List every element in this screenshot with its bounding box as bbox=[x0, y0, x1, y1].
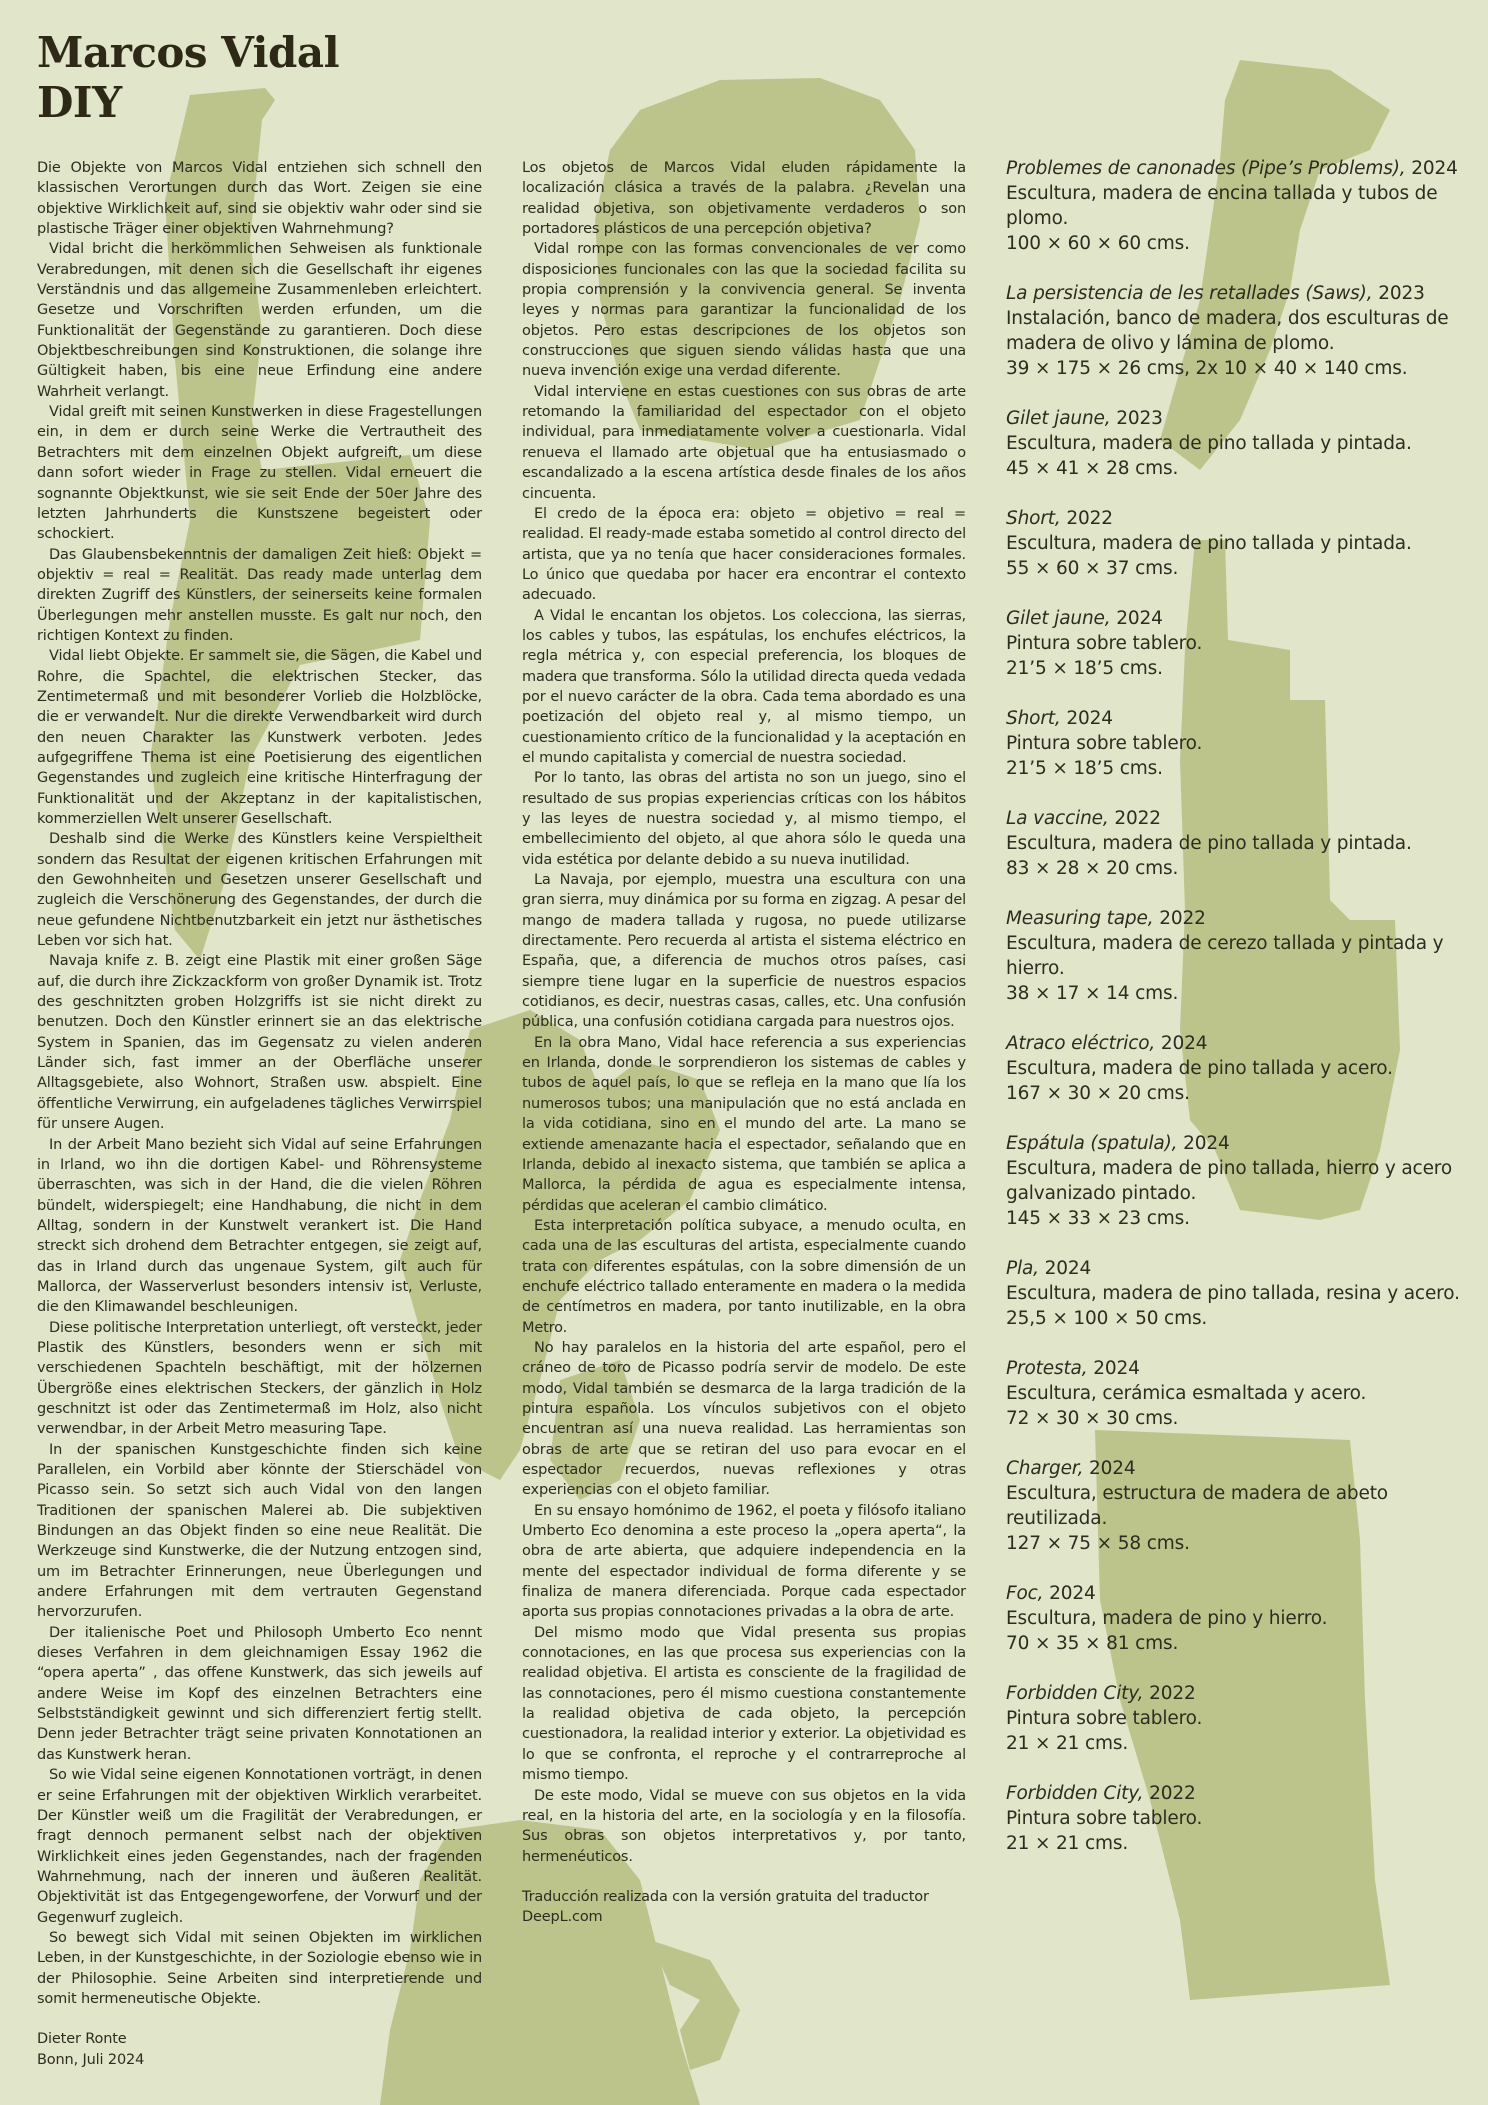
work-title: Gilet jaune, bbox=[1006, 408, 1111, 429]
work-dimensions: 21’5 × 18’5 cms. bbox=[1006, 658, 1163, 679]
work-materials: Escultura, madera de pino tallada, resina y acero. bbox=[1006, 1283, 1460, 1304]
work-heading bbox=[1006, 606, 1466, 631]
translation-note: Traducción realizada con la versión gratuita del traductor DeepL.com bbox=[522, 1888, 929, 1926]
work-entry bbox=[1006, 1131, 1466, 1231]
work-materials: Escultura, madera de cerezo tallada y pintada y hierro. bbox=[1006, 933, 1444, 979]
work-dimensions: 38 × 17 × 14 cms. bbox=[1006, 983, 1179, 1004]
spanish-paragraph: La Navaja, por ejemplo, muestra una escultura con una gran sierra, muy dinámica por su forma en zigzag. A pesar del mango de madera tallada y rugosa, no puede utilizarse directamente. Pero recuerda al artista el sistema eléctrico en España, que, a diferencia de muchos otros países, casi siempre tiene lugar en la superficie de nuestros espacios cotidianos, es decir, nuestras casas, calles, etc. Una confusión pública, una confusión cotidiana cargada para nuestros ojos. bbox=[522, 872, 967, 1031]
german-paragraph: Das Glaubensbekenntnis der damaligen Zeit hieß: Objekt = objektiv = real = Realität. Das ready made unterlag dem direkten Zugriff des Künstlers, der seinerseits keine formalen Überlegungen mehr anstellen musste. Es galt nur noch, den richtigen Kontext zu finden. bbox=[37, 546, 482, 644]
work-year: 2023 bbox=[1378, 283, 1425, 304]
spanish-paragraph: En su ensayo homónimo de 1962, el poeta y filósofo italiano Umberto Eco denomina a este proceso la „opera aperta“, la obra de arte abierta, que adquiere independencia en la mente del espectador individual de forma diferente y se finaliza de manera diferenciada. Porque cada espectador aporta sus propias connotaciones privadas a la obra de arte. bbox=[522, 1502, 966, 1621]
spanish-paragraph: Vidal rompe con las formas convencionales de ver como disposiciones funcionales con las que la sociedad facilita su propia comprensión y la convivencia general. Se inventa leyes y normas para garantizar la funcionalidad de los objetos. Pero estas descripciones de los objetos son construcciones que siguen siendo válidas hasta que una nueva invención exige una verdad diferente. bbox=[522, 241, 966, 380]
work-year: 2024 bbox=[1089, 1458, 1136, 1479]
work-title: Measuring tape, bbox=[1006, 908, 1154, 929]
german-paragraph: Diese politische Interpretation unterliegt, oft versteckt, jeder Plastik des Künstlers, besonders wenn er sich mit verschiedenen Spachteln beschäftigt, mit der hölzernen Übergröße eines elektrischen Steckers, der gänzlich in Holz geschnitzt ist oder das Zentimetermaß im Holz, also nicht verwendbar, in der Arbeit Metro measuring Tape. bbox=[37, 1319, 482, 1438]
work-title: Atraco eléctrico, bbox=[1006, 1033, 1156, 1054]
german-paragraph: So wie Vidal seine eigenen Konnotationen vorträgt, in denen er seine Erfahrungen mit der objektiven Wirklich verarbeitet. Der Künstler weiß um die Fragilität der Verabredungen, er fragt dennoch permanent selbst nach der objektiven Wirklichkeit eines jeden Gegenstandes, nach der fragenden Wahrnehmung, nach der inneren und äußeren Realität. Objektivität ist das Entgegengeworfene, der Vorwurf und der Gegenwurf zugleich. bbox=[37, 1767, 482, 1926]
work-materials: Instalación, banco de madera, dos esculturas de madera de olivo y lámina de plomo. bbox=[1006, 308, 1449, 354]
spanish-paragraph: Los objetos de Marcos Vidal eluden rápidamente la localización clásica a través de la palabra. ¿Revelan una realidad objetiva, son objetivamente verdaderos o son portadores plásticos de una percepción objetiva? bbox=[522, 160, 966, 238]
work-entry bbox=[1006, 281, 1466, 381]
work-materials: Escultura, estructura de madera de abeto reutilizada. bbox=[1006, 1483, 1388, 1529]
work-heading bbox=[1006, 1131, 1466, 1156]
work-dimensions: 167 × 30 × 20 cms. bbox=[1006, 1083, 1190, 1104]
work-entry bbox=[1006, 1681, 1466, 1756]
work-title: Espátula (spatula), bbox=[1006, 1133, 1178, 1154]
work-materials: Pintura sobre tablero. bbox=[1006, 1808, 1203, 1829]
spanish-paragraph: El credo de la época era: objeto = objetivo = real = realidad. El ready-made estaba sometido al control directo del artista, que ya no tenía que hacer consideraciones formales. Lo único que quedaba por hacer era encontrar el contexto adecuado. bbox=[522, 505, 966, 604]
spanish-paragraph: De este modo, Vidal se mueve con sus objetos en la vida real, en la historia del arte, en la sociología y en la filosofía. Sus obras son objetos interpretativos y, por tanto, hermenéuticos. bbox=[522, 1787, 966, 1865]
work-materials: Escultura, madera de pino tallada, hierro y acero galvanizado pintado. bbox=[1006, 1158, 1453, 1204]
work-entry bbox=[1006, 806, 1466, 881]
work-materials: Pintura sobre tablero. bbox=[1006, 1708, 1203, 1729]
work-dimensions: 70 × 35 × 81 cms. bbox=[1006, 1633, 1179, 1654]
work-materials: Pintura sobre tablero. bbox=[1006, 633, 1203, 654]
work-title: Short, bbox=[1006, 508, 1061, 529]
spanish-paragraph: Esta interpretación política subyace, a menudo oculta, en cada una de las esculturas del artista, especialmente cuando trata con diferentes espátulas, con la sobre dimensión de un enchufe eléctrico tallado enteramente en madera o la medida de centímetros en madera, por tanto inutilizable, en la obra Metro. bbox=[522, 1217, 966, 1336]
work-year: 2024 bbox=[1411, 158, 1458, 179]
spanish-paragraph: En la obra Mano, Vidal hace referencia a sus experiencias en Irlanda, donde le sorprendieron los sistemas de cables y tubos de aquel país, lo que se refleja en la mano que lía los numerosos tubos; una manipulación que no está anclada en la vida cotidiana, sino en el mundo del arte. La mano se extiende amenazante hacia el espectador, señalando que en Irlanda, debido al inexacto sistema, que también se aplica a Mallorca, la pérdida de agua es especialmente intensa, pérdidas que aceleran el cambio climático. bbox=[522, 1034, 966, 1214]
work-entry bbox=[1006, 406, 1466, 481]
work-entry bbox=[1006, 1456, 1466, 1556]
work-materials: Escultura, madera de pino tallada y pintada. bbox=[1006, 533, 1412, 554]
work-dimensions: 39 × 175 × 26 cms, 2x 10 × 40 × 140 cms. bbox=[1006, 358, 1408, 379]
spanish-paragraph: A Vidal le encantan los objetos. Los colecciona, las sierras, los cables y tubos, las espátulas, los enchufes eléctricos, la regla métrica y, con especial preferencia, los bloques de madera que transforma. Sólo la utilidad directa queda vedada por el nuevo carácter de la obra. Cada tema abordado es una poetización del objeto real y, al mismo tiempo, un cuestionamiento crítico de la funcionalidad y la aceptación en el mundo capitalista y comercial de nuestra sociedad. bbox=[522, 607, 966, 766]
work-heading bbox=[1006, 406, 1466, 431]
work-year: 2024 bbox=[1116, 608, 1163, 629]
german-paragraph: Vidal bricht die herkömmlichen Sehweisen als funktionale Verabredungen, mit denen sich die Gesellschaft ihr eigenes Verständnis und das allgemeine Zusammenleben erleichtert. Gesetze und Vorschriften werden erfunden, um die Funktionalität der Gegenstände zu garantieren. Doch diese Objektbeschreibungen sind Konstruktionen, die solange ihre Gültigkeit haben, bis eine neue Erfindung eine andere Wahrheit verlangt. bbox=[37, 241, 482, 400]
work-year: 2024 bbox=[1044, 1258, 1092, 1279]
work-year: 2022 bbox=[1149, 1683, 1196, 1704]
work-heading bbox=[1006, 1581, 1466, 1606]
work-year: 2023 bbox=[1116, 408, 1163, 429]
work-dimensions: 21’5 × 18’5 cms. bbox=[1006, 758, 1163, 779]
work-year: 2024 bbox=[1183, 1133, 1230, 1154]
signature-place-date: Bonn, Juli 2024 bbox=[37, 2051, 145, 2068]
german-text-column bbox=[37, 158, 482, 2070]
work-title: Protesta, bbox=[1006, 1358, 1088, 1379]
work-heading bbox=[1006, 706, 1466, 731]
work-materials: Escultura, madera de pino tallada y pintada. bbox=[1006, 833, 1412, 854]
work-year: 2022 bbox=[1159, 908, 1206, 929]
work-entry bbox=[1006, 1031, 1466, 1106]
german-paragraph: Der italienische Poet und Philosoph Umberto Eco nennt dieses Verfahren in dem gleichnamigen Essay 1962 die “opera aperta” , das offene Kunstwerk, das sich jeweils auf andere Weise im Kopf des einzelnen Betrachters eine Selbstständigkeit gewinnt und sich differenziert fertig stellt. Denn jeder Betrachter trägt seine privaten Konnotationen an das Kunstwerk heran. bbox=[37, 1624, 482, 1763]
work-heading bbox=[1006, 1256, 1466, 1281]
spanish-paragraph: Vidal interviene en estas cuestiones con sus obras de arte retomando la familiaridad del espectador con el objeto individual, para inmediatamente volver a cuestionarla. Vidal renueva el llamado arte objetual que ha entusiasmado o escandalizado a la escena artística desde finales de los años cincuenta. bbox=[522, 383, 966, 502]
work-title: Forbidden City, bbox=[1006, 1683, 1144, 1704]
work-dimensions: 83 × 28 × 20 cms. bbox=[1006, 858, 1179, 879]
work-dimensions: 127 × 75 × 58 cms. bbox=[1006, 1533, 1190, 1554]
work-entry bbox=[1006, 506, 1466, 581]
signature bbox=[37, 2029, 482, 2070]
work-entry bbox=[1006, 906, 1466, 1006]
work-heading bbox=[1006, 1031, 1466, 1056]
work-materials: Escultura, madera de encina tallada y tubos de plomo. bbox=[1006, 183, 1438, 229]
work-title: Gilet jaune, bbox=[1006, 608, 1111, 629]
title-exhibition: DIY bbox=[37, 78, 122, 127]
spanish-paragraph: Del mismo modo que Vidal presenta sus propias connotaciones, en las que procesa sus experiencias con la realidad objetiva. El artista es consciente de la fragilidad de las connotaciones, pero él mismo cuestiona constantemente la realidad objetiva de cada objeto, la percepción cuestionadora, la realidad interior y exterior. La objetividad es lo que se confronta, el reproche y el contrarreproche al mismo tiempo. bbox=[522, 1624, 966, 1784]
work-title: Problemes de canonades (Pipe’s Problems), bbox=[1006, 158, 1406, 179]
work-heading bbox=[1006, 906, 1466, 931]
work-title: Short, bbox=[1006, 708, 1061, 729]
german-paragraph: Die Objekte von Marcos Vidal entziehen sich schnell den klassischen Verortungen durch das Wort. Zeigen sie eine objektive Wirklichkeit auf, sind sie objektiv wahr oder sind sie plastische Träger einer objektiven Wahrnehmung? bbox=[37, 160, 482, 238]
work-heading bbox=[1006, 806, 1466, 831]
work-entry bbox=[1006, 1356, 1466, 1431]
work-year: 2022 bbox=[1066, 508, 1113, 529]
work-year: 2024 bbox=[1160, 1033, 1208, 1054]
work-materials: Escultura, cerámica esmaltada y acero. bbox=[1006, 1383, 1367, 1404]
german-paragraph: Navaja knife z. B. zeigt eine Plastik mit einer großen Säge auf, die durch ihre Zickzackform von großer Dynamik ist. Trotz des geschnitzten groben Holzgriffs ist sie nicht direkt zu benutzen. Doch den Künstler erinnert sie an das elektrische System in Spanien, das im Gegensatz zu vielen anderen Länder sich, fast immer an der Oberfläche unserer Alltagsgebiete, also Wohnort, Straßen usw. abspielt. Eine öffentliche Verwirrung, ein aufgeladenes tägliches Verwirrspiel für unsere Augen. bbox=[37, 953, 482, 1133]
signature-name: Dieter Ronte bbox=[37, 2031, 127, 2048]
work-dimensions: 100 × 60 × 60 cms. bbox=[1006, 233, 1190, 254]
work-materials: Escultura, madera de pino tallada y pintada. bbox=[1006, 433, 1412, 454]
german-paragraph: Deshalb sind die Werke des Künstlers keine Verspieltheit sondern das Resultat der eigenen kritischen Erfahrungen mit den Gewohnheiten und Gesetzen unserer Gesellschaft und zugleich die Verschönerung des Gegenstandes, der durch die neue gefundene Nichtbenutzbarkeit ein jetzt nur ästhetisches Leben vor sich hat. bbox=[37, 831, 482, 950]
work-heading bbox=[1006, 506, 1466, 531]
work-title: Foc, bbox=[1006, 1583, 1044, 1604]
work-heading bbox=[1006, 1681, 1466, 1706]
work-materials: Pintura sobre tablero. bbox=[1006, 733, 1203, 754]
work-dimensions: 45 × 41 × 28 cms. bbox=[1006, 458, 1179, 479]
spanish-paragraph: No hay paralelos en la historia del arte español, pero el cráneo de toro de Picasso podría servir de modelo. De este modo, Vidal también se desmarca de la larga tradición de la pintura española. Los vínculos subjetivos con el objeto encuentran así una nueva realidad. Las herramientas son obras de arte que se retiran del uso para evocar en el espectador recuerdos, nuevas reflexiones y otras experiencias con el objeto familiar. bbox=[522, 1339, 966, 1499]
german-paragraph: Vidal liebt Objekte. Er sammelt sie, die Sägen, die Kabel und Rohre, die Spachtel, die elektrischen Stecker, das Zentimetermaß und mit besonderer Vorlieb die Holzblöcke, die er verwandelt. Nur die direkte Verwendbarkeit wird durch den neuen Charakter las Kunstwerk verboten. Jedes aufgegriffene Thema ist eine Poetisierung des eigentlichen Gegenstandes und zugleich eine kritische Hinterfragung der Funktionalität und der Akzeptanz in der kapitalistischen, kommerziellen Welt unserer Gesellschaft. bbox=[37, 648, 482, 827]
work-title: Charger, bbox=[1006, 1458, 1084, 1479]
work-year: 2024 bbox=[1049, 1583, 1096, 1604]
page-title bbox=[37, 28, 339, 128]
work-year: 2022 bbox=[1114, 808, 1161, 829]
works-list bbox=[1006, 156, 1466, 1881]
work-entry bbox=[1006, 156, 1466, 256]
german-paragraph: So bewegt sich Vidal mit seinen Objekten im wirklichen Leben, in der Kunstgeschichte, in der Soziologie ebenso wie in der Philosophie. Seine Arbeiten sind interpretierende und somit hermeneutische Objekte. bbox=[37, 1929, 482, 2007]
work-year: 2024 bbox=[1093, 1358, 1140, 1379]
work-dimensions: 55 × 60 × 37 cms. bbox=[1006, 558, 1179, 579]
work-heading bbox=[1006, 1456, 1466, 1481]
german-paragraph: In der spanischen Kunstgeschichte finden sich keine Parallelen, ein Vorbild aber könnte der Stierschädel von Picasso sein. So setzt sich auch Vidal von den langen Traditionen der spanischen Malerei ab. Die subjektiven Bindungen an das Objekt finden so eine neue Realität. Die Werkzeuge sind Kunstwerke, die der Nutzung entzogen sind, um im Betrachter Erinnerungen, neue Überlegungen und andere Erfahrungen mit dem vertrauten Gegenstand hervorzurufen. bbox=[37, 1441, 482, 1621]
work-title: Forbidden City, bbox=[1006, 1783, 1144, 1804]
spanish-text-column bbox=[522, 158, 966, 1928]
german-paragraph: In der Arbeit Mano bezieht sich Vidal auf seine Erfahrungen in Irland, wo ihn die dortigen Kabel- und Röhrensysteme überraschten, was sich in der Hand, die die vielen Röhren bündelt, widerspiegelt; eine Handhabung, die nicht in dem Alltag, sondern in der Kunstwelt verankert ist. Die Hand streckt sich drohend dem Betrachter entgegen, sie zeigt auf, das in Irland durch das ungenaue System, gilt auch für Mallorca, der Wasserverlust besonders intensiv ist, Verluste, die den Klimawandel beschleunigen. bbox=[37, 1136, 482, 1316]
work-dimensions: 21 × 21 cms. bbox=[1006, 1833, 1129, 1854]
work-heading bbox=[1006, 156, 1466, 181]
work-year: 2024 bbox=[1066, 708, 1113, 729]
title-artist: Marcos Vidal bbox=[37, 28, 340, 77]
work-title: La persistencia de les retallades (Saws), bbox=[1006, 283, 1373, 304]
work-entry bbox=[1006, 1256, 1466, 1331]
work-dimensions: 72 × 30 × 30 cms. bbox=[1006, 1408, 1179, 1429]
work-entry bbox=[1006, 1781, 1466, 1856]
work-entry bbox=[1006, 706, 1466, 781]
work-materials: Escultura, madera de pino y hierro. bbox=[1006, 1608, 1328, 1629]
work-heading bbox=[1006, 281, 1466, 306]
work-dimensions: 21 × 21 cms. bbox=[1006, 1733, 1129, 1754]
work-heading bbox=[1006, 1356, 1466, 1381]
work-year: 2022 bbox=[1149, 1783, 1196, 1804]
work-entry bbox=[1006, 606, 1466, 681]
work-dimensions: 25,5 × 100 × 50 cms. bbox=[1006, 1308, 1208, 1329]
work-heading bbox=[1006, 1781, 1466, 1806]
work-title: La vaccine, bbox=[1006, 808, 1109, 829]
work-dimensions: 145 × 33 × 23 cms. bbox=[1006, 1208, 1190, 1229]
work-entry bbox=[1006, 1581, 1466, 1656]
spanish-paragraph: Por lo tanto, las obras del artista no son un juego, sino el resultado de sus propias experiencias críticas con los hábitos y las leyes de nuestra sociedad y, al mismo tiempo, el embellecimiento del objeto, al que ahora sólo le queda una vida estética por delante debido a su nueva inutilidad. bbox=[522, 770, 966, 868]
work-materials: Escultura, madera de pino tallada y acero. bbox=[1006, 1058, 1393, 1079]
german-paragraph: Vidal greift mit seinen Kunstwerken in diese Fragestellungen ein, in dem er durch seine Werke die Vertrautheit des Betrachters mit dem einzelnen Objekt aufgreift, um diese dann sofort wieder in Frage zu stellen. Vidal erneuert die sognannte Objektkunst, wie sie seit Ende der 50er Jahre des letzten Jahrhunderts die Kunstszene begeistert oder schockiert. bbox=[37, 404, 482, 543]
work-title: Pla, bbox=[1006, 1258, 1039, 1279]
